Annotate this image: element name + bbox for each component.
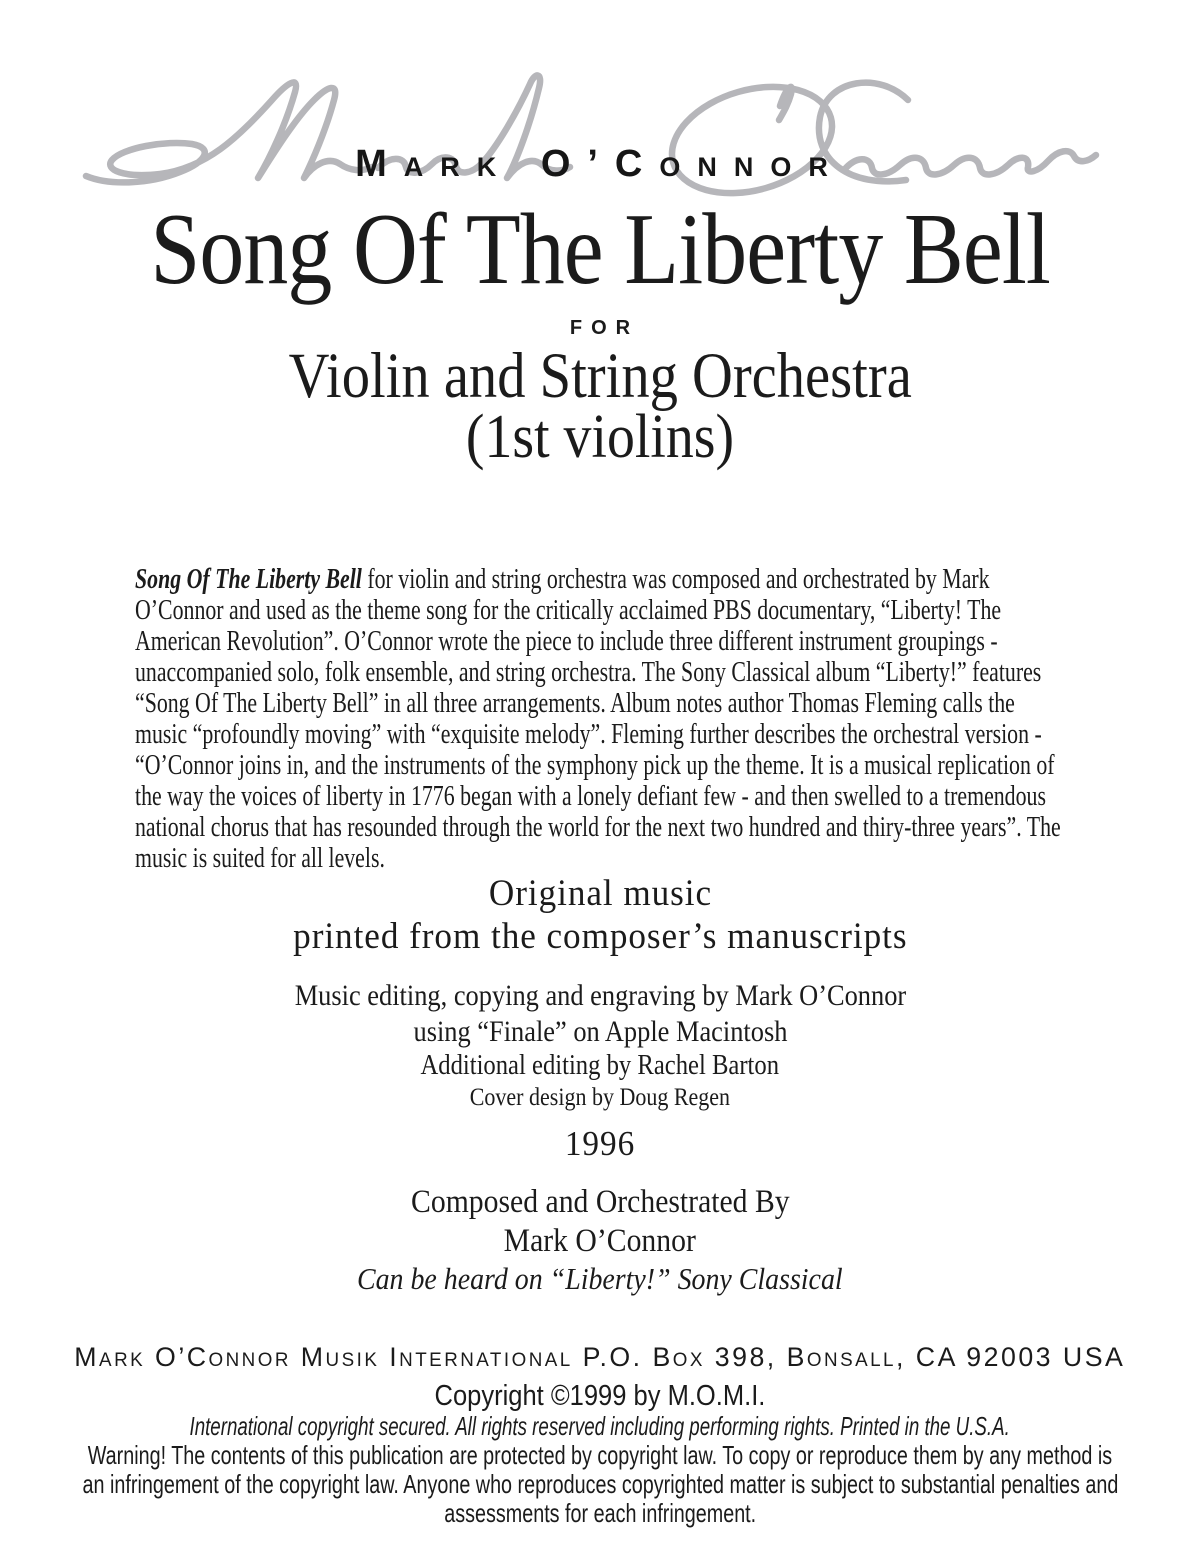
composition-block	[0, 1182, 1200, 1297]
provenance-row-2	[0, 915, 1200, 958]
provenance-line-1: Original music	[488, 873, 712, 914]
composer-name: Mark O’Connor	[503, 1223, 697, 1259]
publisher-line: Mark O’Connor Musik International P.O. Box 398, Bonsall, CA 92003 USA	[74, 1342, 1126, 1372]
credit-line: Additional editing by Rachel Barton	[420, 1050, 780, 1081]
part-designation: (1st violins)	[465, 403, 735, 471]
subtitle: Violin and String Orchestra	[288, 340, 912, 412]
composer-signature-script	[80, 62, 1120, 212]
rights-line: International copyright secured. All rights reserved including performing rights. Printed in the U.S.A.	[189, 1411, 1011, 1441]
composer-name-row	[0, 1222, 1200, 1260]
credit-row	[0, 978, 1200, 1014]
year-row	[0, 1124, 1200, 1164]
copyright-row	[0, 1380, 1200, 1413]
warning-line: assessments for each infringement.	[444, 1498, 756, 1528]
year: 1996	[564, 1124, 636, 1163]
credit-row	[0, 1014, 1200, 1049]
copyright-line: Copyright ©1999 by M.O.M.I.	[434, 1380, 766, 1412]
warning-row	[0, 1499, 1200, 1528]
credit-row	[0, 1082, 1200, 1113]
description-paragraph	[135, 564, 1065, 874]
rights-row	[0, 1411, 1200, 1442]
publisher-row	[0, 1342, 1200, 1373]
credit-line: Cover design by Doug Regen	[469, 1084, 731, 1111]
for-label: FOR	[569, 317, 640, 339]
provenance-row-1	[0, 872, 1200, 915]
heard-on-line: Can be heard on “Liberty!” Sony Classical	[357, 1261, 843, 1296]
warning-row	[0, 1470, 1200, 1499]
credit-row	[0, 1049, 1200, 1082]
warning-text	[0, 1441, 1200, 1528]
part-designation-row	[0, 403, 1200, 471]
warning-line: an infringement of the copyright law. Anyone who reproduces copyrighted matter is subject to substantial penalties and	[82, 1469, 1118, 1499]
description-lead: Song Of The Liberty Bell	[135, 564, 362, 595]
subtitle-row	[0, 340, 1200, 412]
provenance-block	[0, 872, 1200, 958]
page-title: Song Of The Liberty Bell	[150, 193, 1050, 306]
main-title-row	[0, 193, 1200, 306]
description-body: for violin and string orchestra was composed and orchestrated by Mark O’Connor and used as the theme song for the critically acclaimed PBS documentary, “Liberty! The American Revolution”. O’Connor wrote the piece to include three different instrument groupings - unaccompanied solo, folk ensemble, and string orchestra. The Sony Classical album “Liberty!” features “Song Of The Liberty Bell” in all three arrangements. Album notes author Thomas Fleming calls the music “profoundly moving” with “exquisite melody”. Fleming further describes the orchestral version - “O’Connor joins in, and the instruments of the symphony pick up the theme. It is a musical replication of the way the voices of liberty in 1776 began with a lonely defiant few - and then swelled to a tremendous national chorus that has resounded through the world for the next two hundred and thiry-three years”. The music is suited for all levels.	[135, 564, 1061, 874]
provenance-line-2: printed from the composer’s manuscripts	[292, 916, 908, 957]
composed-by-line: Composed and Orchestrated By	[410, 1184, 790, 1220]
credits-block	[0, 978, 1200, 1113]
composer-name-caps: Mark O’Connor	[355, 143, 845, 185]
warning-line: Warning! The contents of this publication are protected by copyright law. To copy or reproduce them by any method is	[87, 1440, 1113, 1470]
heard-on-row	[0, 1260, 1200, 1297]
composed-by-row	[0, 1182, 1200, 1222]
credit-line: Music editing, copying and engraving by Mark O’Connor	[294, 979, 906, 1012]
credit-line: using “Finale” on Apple Macintosh	[413, 1015, 787, 1048]
warning-row	[0, 1441, 1200, 1470]
